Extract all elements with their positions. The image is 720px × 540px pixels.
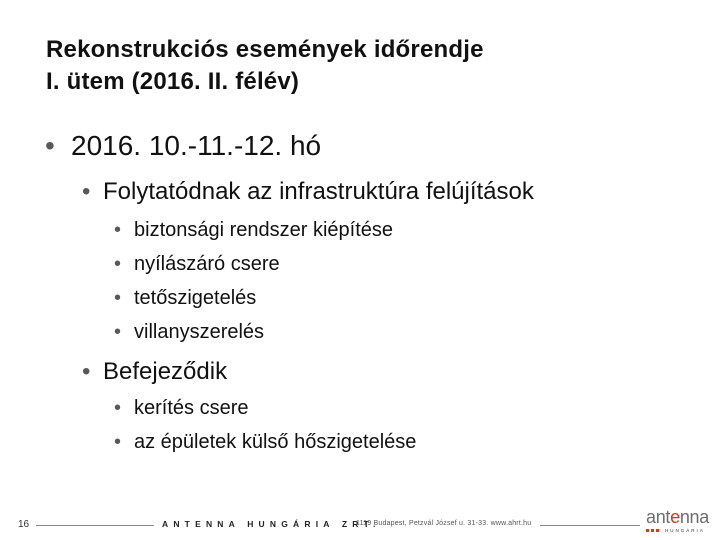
bullet-dot-icon: • <box>114 321 122 343</box>
list-item <box>114 253 280 276</box>
logo-text-part2: nna <box>679 507 709 527</box>
logo-text-accent: e <box>670 507 680 527</box>
level1-bullet <box>45 130 321 162</box>
logo-dots-icon <box>646 529 659 532</box>
logo-text-part1: ant <box>646 507 671 527</box>
bullet-dot-icon: • <box>114 431 122 453</box>
logo-subline <box>646 528 714 533</box>
slide-title-line-1: Rekonstrukciós események időrendje <box>46 36 484 63</box>
list-item-text: nyílászáró csere <box>134 253 280 275</box>
page-number: 16 <box>18 519 30 530</box>
footer-divider-right <box>540 525 640 526</box>
bullet-dot-icon: • <box>114 219 122 241</box>
footer-address: 1119 Budapest, Petzvál József u. 31-33. www.ahrt.hu <box>356 520 532 527</box>
bullet-dot-icon: • <box>82 178 91 205</box>
group-heading-text: Befejeződik <box>103 358 228 385</box>
group-heading-infrastructure <box>82 178 534 206</box>
group-heading-completion <box>82 358 227 386</box>
list-item-text: villanyszerelés <box>134 321 265 343</box>
antenna-hungaria-logo <box>646 508 714 538</box>
bullet-dot-icon: • <box>114 253 122 275</box>
list-item <box>114 397 248 420</box>
bullet-dot-icon: • <box>114 397 122 419</box>
logo-subtext: HUNGÁRIA <box>665 528 705 533</box>
bullet-dot-icon: • <box>82 358 91 385</box>
list-item <box>114 287 256 310</box>
list-item <box>114 431 416 454</box>
footer-company: ANTENNA HUNGÁRIA ZRT. <box>162 519 381 529</box>
list-item-text: az épületek külső hőszigetelése <box>134 431 417 453</box>
list-item <box>114 321 264 344</box>
group-heading-text: Folytatódnak az infrastruktúra felújítások <box>103 178 534 205</box>
bullet-dot-icon: • <box>45 130 55 161</box>
slide-title <box>46 34 484 98</box>
level1-text: 2016. 10.-11.-12. hó <box>71 130 322 161</box>
list-item-text: biztonsági rendszer kiépítése <box>134 219 394 241</box>
logo-wordmark <box>646 508 714 526</box>
slide-title-line-2: I. ütem (2016. II. félév) <box>46 68 300 95</box>
bullet-dot-icon: • <box>114 287 122 309</box>
list-item-text: kerítés csere <box>134 397 249 419</box>
list-item <box>114 219 393 242</box>
list-item-text: tetőszigetelés <box>134 287 257 309</box>
footer-divider-left <box>36 525 154 526</box>
